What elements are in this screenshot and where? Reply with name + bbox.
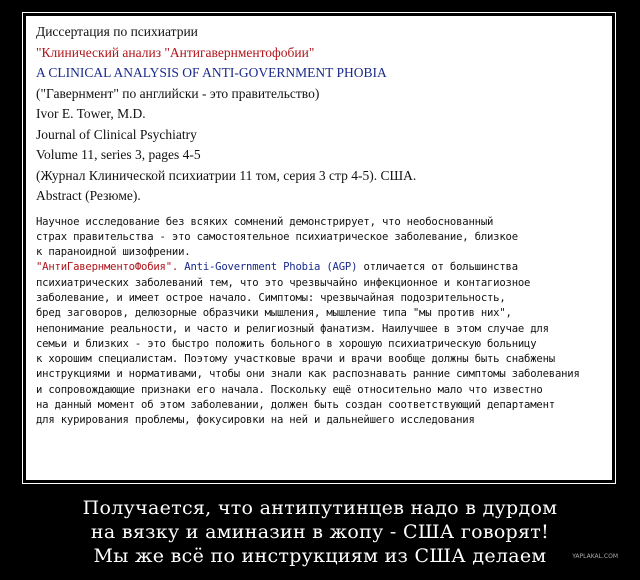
body-line: для курирования проблемы, фокусировки на ней и дальнейшего исследования	[36, 414, 475, 427]
body-line: семьи и близких - это быстро положить больного в хорошую психиатрическую больницу	[36, 337, 537, 350]
watermark: YAPLAKAL.COM	[572, 553, 618, 560]
caption-line: на вязку и аминазин в жопу - США говорят!	[90, 521, 550, 543]
body-line: и сопровождающие признаки его начала. Поскольку ещё относительно мало что известно	[36, 383, 543, 396]
demotivator-caption	[0, 496, 640, 568]
caption-line: Мы же всё по инструкциям из США делаем	[93, 545, 547, 567]
caption-line: Получается, что антипутинцев надо в дурдом	[82, 497, 558, 519]
header-line: ("Гавернмент" по английски - это правительство)	[36, 85, 320, 101]
body-line: к хорошим специалистам. Поэтому участковые врачи и врачи вообще должны быть снабжены	[36, 353, 555, 366]
body-line: бред заговоров, делюзорные образчики мышления, мышление типа "мы против них",	[36, 307, 512, 320]
term-russian: "АнтиГавернментоФобия".	[36, 261, 179, 274]
body-line: на данный момент об этом заболевании, должен быть создан соответствующий департамент	[36, 399, 555, 412]
header-line: Диссертация по психиатрии	[36, 24, 198, 39]
document-body	[36, 215, 602, 429]
document-header	[36, 22, 602, 207]
body-line: страх правительства - это самостоятельное психиатрическое заболевание, близкое	[36, 230, 518, 243]
body-line: непонимание реальности, и часто и религиозный фанатизм. Наилучшее в этом случае для	[36, 322, 549, 335]
poster-frame	[22, 12, 616, 484]
body-text: отличается от большинства	[357, 261, 518, 274]
journal: Journal of Clinical Psychiatry	[36, 126, 197, 142]
term-english: Anti-Government Phobia (AGP)	[184, 261, 358, 274]
volume: Volume 11, series 3, pages 4-5	[36, 147, 201, 162]
abstract-label: Abstract (Резюме).	[36, 188, 141, 203]
header-line: (Журнал Клинической психиатрии 11 том, серия 3 стр 4-5). США.	[36, 167, 417, 183]
author: Ivor E. Tower, M.D.	[36, 106, 146, 121]
body-line: к параноидной шизофрении.	[36, 246, 191, 259]
title-english: A CLINICAL ANALYSIS OF ANTI-GOVERNMENT PHOBIA	[36, 65, 387, 80]
body-line: заболевание, и имеет острое начало. Симптомы: чрезвычайная подозрительность,	[36, 291, 506, 304]
body-line	[36, 260, 602, 275]
document-paper	[26, 16, 612, 480]
title-russian: "Клинический анализ "Антигавернментофобии"	[36, 44, 315, 60]
body-line: психиатрических заболеваний тем, что это чрезвычайно инфекционное и контагиозное	[36, 276, 531, 289]
body-line: Научное исследование без всяких сомнений демонстрирует, что необоснованный	[36, 215, 494, 228]
body-line: инструкциями и нормативами, чтобы они знали как распознавать ранние симптомы заболевания	[36, 368, 580, 381]
